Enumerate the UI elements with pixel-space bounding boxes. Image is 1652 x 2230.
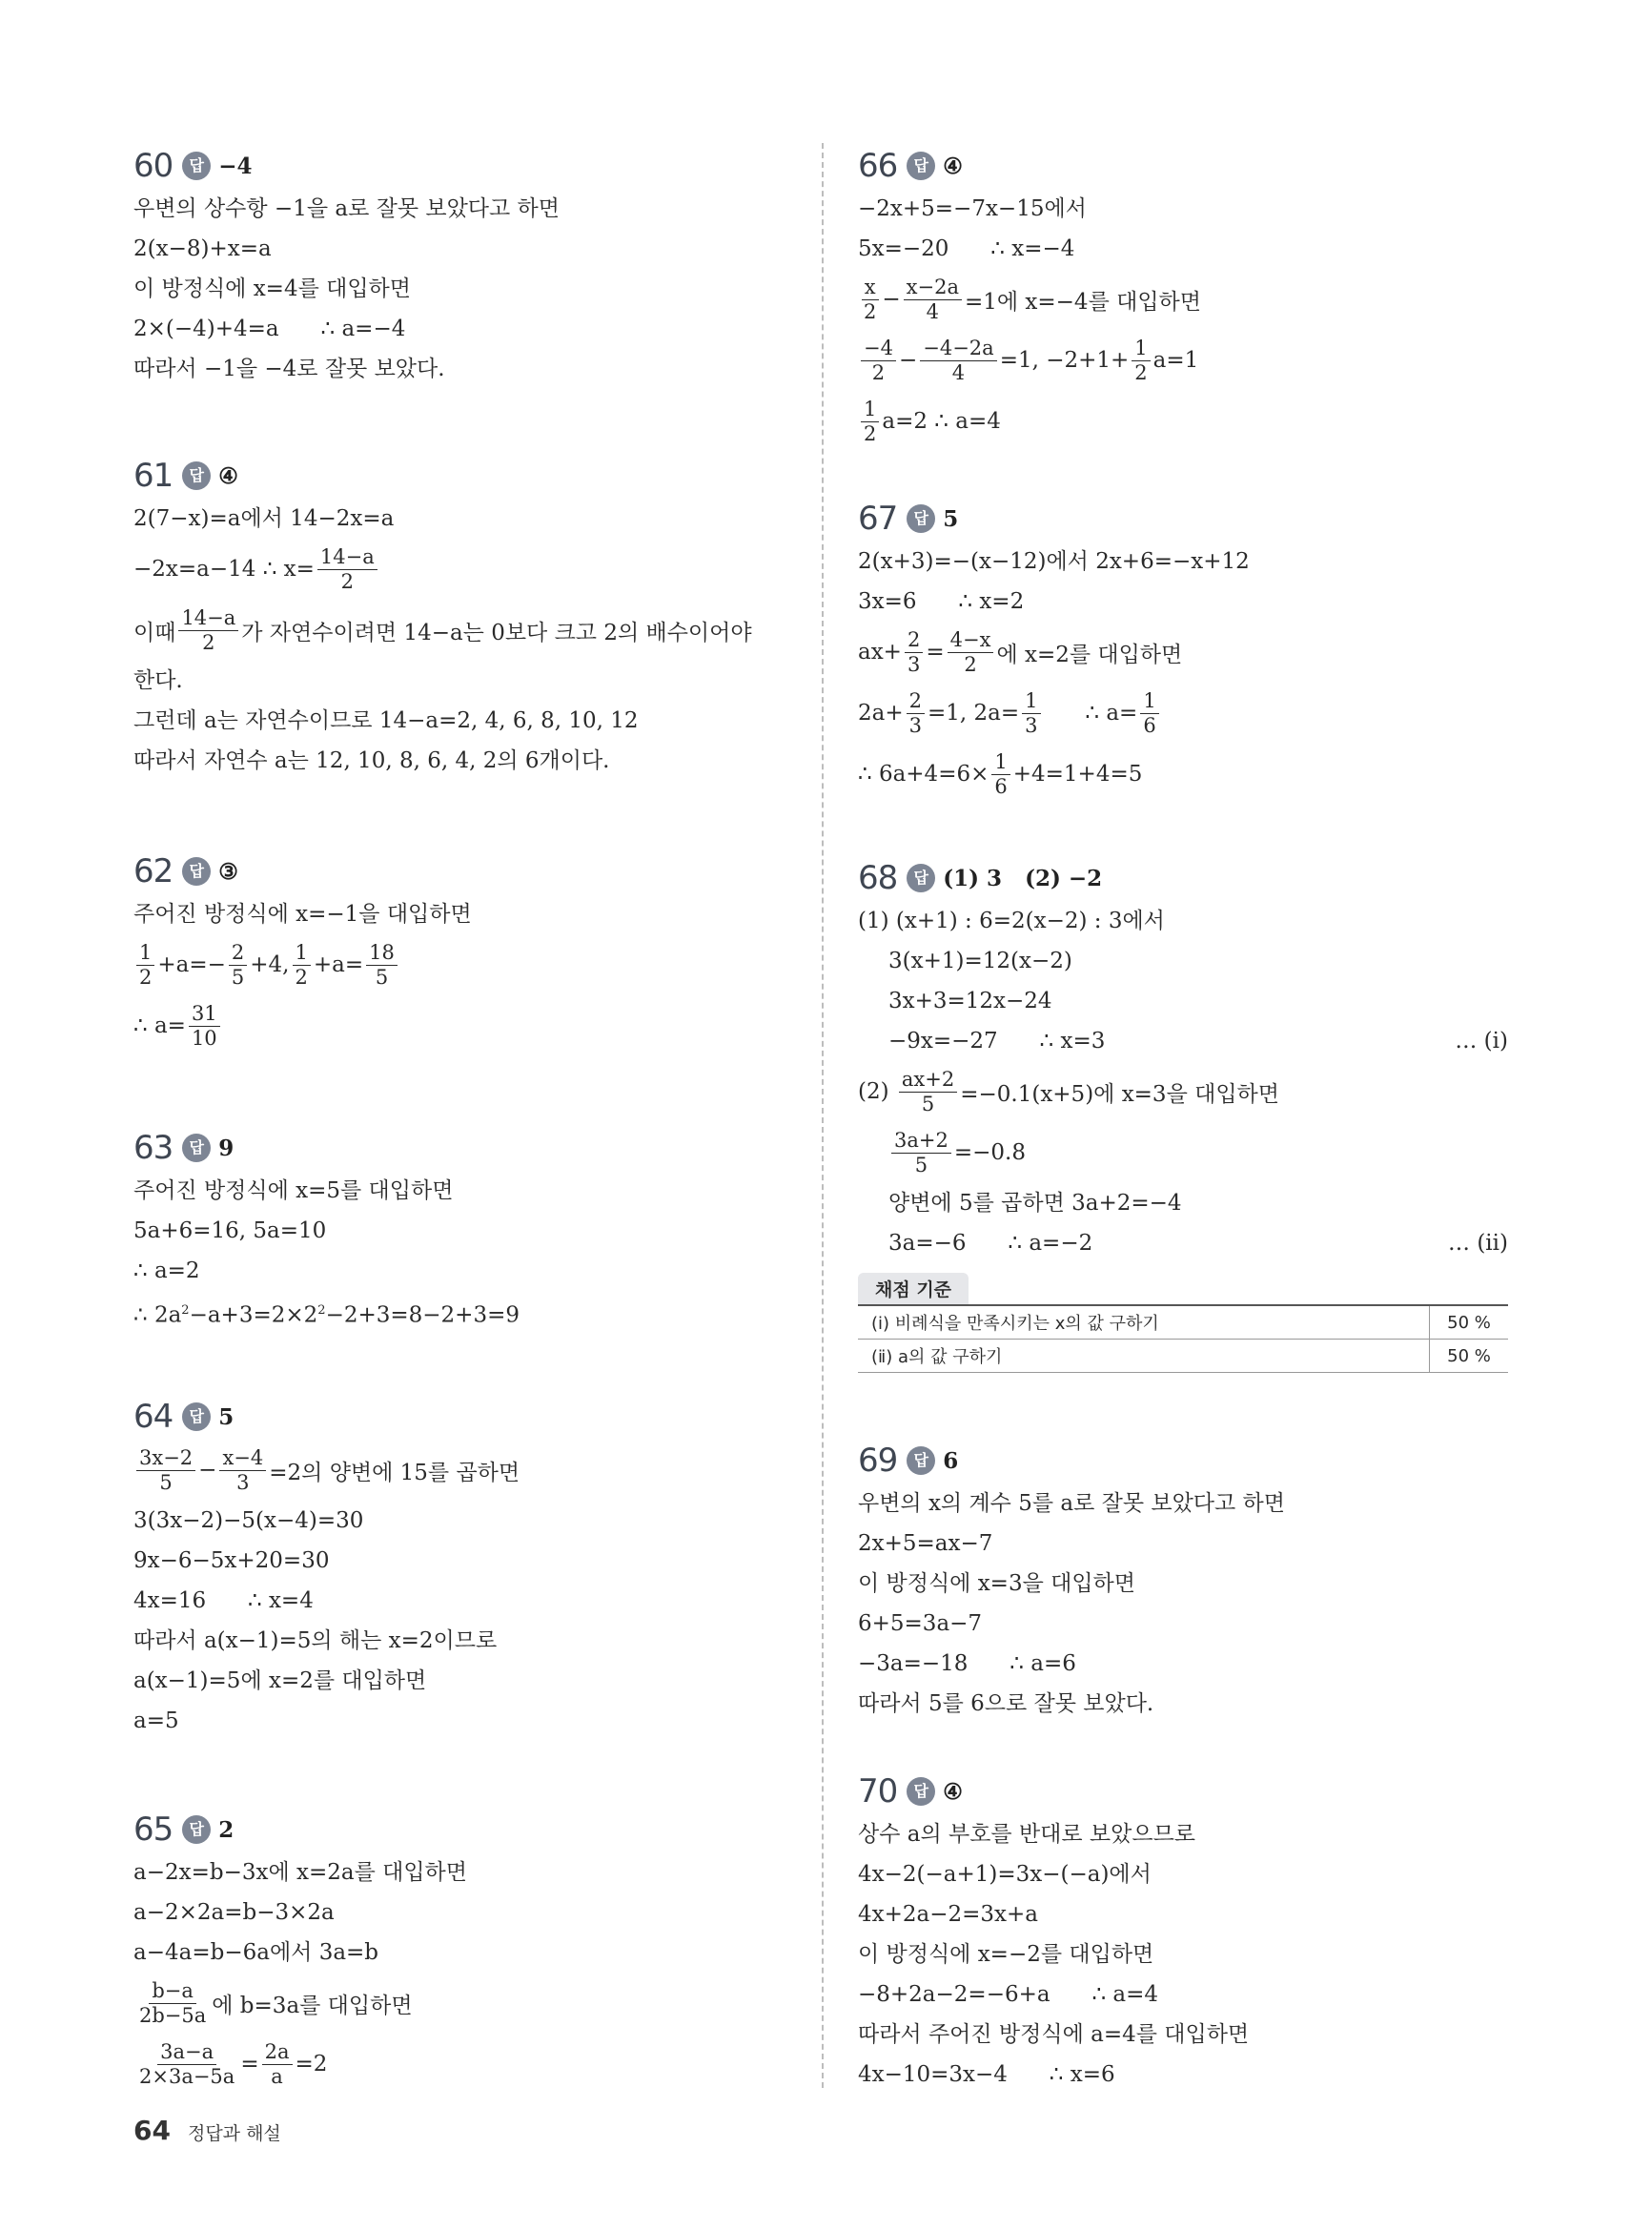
criterion: (ⅱ) a의 값 구하기	[858, 1340, 1430, 1373]
fraction: $\frac{ax+2}{5}$	[899, 1068, 957, 1116]
page-number: 64	[133, 2115, 171, 2146]
fraction: $\frac{1}{2}$	[1132, 337, 1150, 385]
solution-line: 양변에 5를 곱하면 3a+2=−4	[888, 1191, 1182, 1216]
fraction: $\frac{18}{5}$	[366, 941, 398, 990]
problem-number: 61	[133, 457, 173, 495]
solution-line: a−2×2a=b−3×2a	[133, 1900, 335, 1925]
solution-line: 우변의 상수항 −1을 a로 잘못 보았다고 하면	[133, 196, 560, 221]
problem-66	[858, 143, 1525, 452]
solution-line: 따라서 a(x−1)=5의 해는 x=2이므로	[133, 1628, 498, 1653]
solution-line: 2(7−x)=a에서 14−2x=a	[133, 506, 395, 531]
grading-criteria	[858, 1273, 1508, 1373]
fraction: $\frac{1}{2}$	[293, 941, 311, 990]
answer-badge: 답	[907, 152, 935, 180]
answer: −4	[218, 153, 253, 179]
solution-line: $\frac{3a+2}{5}$ =−0.8	[858, 1122, 1525, 1183]
solution-line: 2a+ $\frac{2}{3}$ =1, 2a= $\frac{1}{3}$ ∴ a= $\frac{1}{6}$	[858, 683, 1525, 744]
answer: ④	[943, 153, 963, 179]
answer-badge: 답	[182, 461, 211, 490]
solution-line: a−2x=b−3x에 x=2a를 대입하면	[133, 1860, 467, 1885]
answer: 2	[218, 1816, 235, 1843]
solution-line: 3a=−6 ∴ a=−2 … (ⅱ)	[858, 1223, 1508, 1263]
fraction: $\frac{3a-a}{2\times 3a-5a}$	[139, 2039, 235, 2088]
solution-line: 3x+3=12x−24	[888, 989, 1052, 1013]
criterion: (ⅰ) 비례식을 만족시키는 x의 값 구하기	[858, 1305, 1430, 1340]
solution-line: 따라서 주어진 방정식에 a=4를 대입하면	[858, 2022, 1250, 2047]
problem-67	[858, 496, 1525, 805]
fraction: $\frac{4-x}{2}$	[948, 628, 994, 677]
solution-line: $\frac{3x-2}{5}$ − $\frac{x-4}{3}$ =2의 양변에 15를 곱하면	[133, 1440, 801, 1501]
problem-61	[133, 453, 801, 781]
solution-line: (1) (x+1) : 6=2(x−2) : 3에서	[858, 909, 1165, 933]
table-row	[858, 1340, 1508, 1373]
grading-table	[858, 1304, 1508, 1373]
fraction: $\frac{1}{2}$	[136, 941, 154, 990]
solution-line: $\frac{-4}{2}$ − $\frac{-4-2a}{4}$ =1, −2+1+ $\frac{1}{2}$ a=1	[858, 330, 1525, 391]
solution-line: ∴ $2a^2-a+3=2\times 2^2-2+3=8-2+3=9$	[133, 1302, 520, 1328]
solution-line: 4x−10=3x−4 ∴ x=6	[858, 2062, 1115, 2087]
solution-line: $\frac{1}{2}$ +a=− $\frac{2}{5}$ +4, $\frac{1}{2}$ +a= $\frac{18}{5}$	[133, 934, 801, 995]
problem-number: 65	[133, 1811, 173, 1849]
solution-line: 따라서 자연수 a는 12, 10, 8, 6, 4, 2의 6개이다.	[133, 748, 610, 773]
solution-line: 따라서 5를 6으로 잘못 보았다.	[858, 1691, 1154, 1716]
fraction: $\frac{3a+2}{5}$	[891, 1129, 951, 1177]
problem-65	[133, 1807, 801, 2095]
answer-badge: 답	[907, 1777, 935, 1806]
solution-line: −2x+5=−7x−15에서	[858, 196, 1087, 221]
solution-line: ∴ 6a+4=6× $\frac{1}{6}$ +4=1+4=5	[858, 749, 1143, 798]
solution-line: 이때 $\frac{14-a}{2}$ 가 자연수이려면 14−a는 0보다 크고 2의 배수이어야	[133, 605, 752, 654]
solution-line: 3(3x−2)−5(x−4)=30	[133, 1508, 364, 1533]
fraction: $\frac{x-4}{3}$	[219, 1446, 266, 1495]
problem-number: 66	[858, 147, 898, 185]
solution-line: 우변의 x의 계수 5를 a로 잘못 보았다고 하면	[858, 1491, 1285, 1516]
answer-badge: 답	[907, 504, 935, 533]
percent: 50 %	[1430, 1305, 1509, 1340]
fraction: $\frac{1}{3}$	[1022, 689, 1040, 738]
problem-62	[133, 849, 801, 1056]
fraction: $\frac{2}{3}$	[905, 628, 923, 677]
step-tag: … (ⅱ)	[1448, 1231, 1508, 1256]
solution-line: 그런데 a는 자연수이므로 14−a=2, 4, 6, 8, 10, 12	[133, 708, 639, 733]
percent: 50 %	[1430, 1340, 1509, 1373]
answer-badge: 답	[182, 1815, 211, 1844]
answer: 9	[218, 1135, 235, 1161]
problem-number: 69	[858, 1442, 898, 1480]
problem-70	[858, 1769, 1525, 2095]
solution-line: a=5	[133, 1708, 179, 1733]
problem-68	[858, 855, 1525, 1373]
fraction: $\frac{2}{3}$	[907, 689, 925, 738]
solution-line: 3(x+1)=12(x−2)	[888, 949, 1072, 973]
solution-line: 따라서 −1을 −4로 잘못 보았다.	[133, 357, 445, 381]
solution-line: ax+ $\frac{2}{3}$ = $\frac{4-x}{2}$ 에 x=2를 대입하면	[858, 627, 1183, 676]
page-footer	[133, 2115, 281, 2146]
solution-line: 9x−6−5x+20=30	[133, 1548, 330, 1573]
problem-number: 68	[858, 859, 898, 897]
answer-badge: 답	[182, 1402, 211, 1431]
solution-line: −3a=−18 ∴ a=6	[858, 1651, 1076, 1676]
solution-line: 3x=6 ∴ x=2	[858, 589, 1025, 614]
answer-badge: 답	[182, 1134, 211, 1162]
problem-69	[858, 1438, 1525, 1724]
solution-line: ∴ a=2	[133, 1258, 200, 1283]
answer: ④	[943, 1778, 963, 1805]
fraction: $\frac{1}{2}$	[861, 398, 879, 446]
answer: (1) 3 (2) −2	[943, 865, 1103, 891]
fraction: $\frac{-4}{2}$	[861, 337, 896, 385]
fraction: $\frac{14-a}{2}$	[317, 545, 377, 594]
problem-60	[133, 143, 801, 389]
solution-line: 5x=−20 ∴ x=−4	[858, 236, 1075, 261]
answer: 5	[218, 1403, 235, 1430]
solution-line: −8+2a−2=−6+a ∴ a=4	[858, 1982, 1159, 2007]
solution-line: a−4a=b−6a에서 3a=b	[133, 1940, 379, 1965]
problem-number: 67	[858, 500, 898, 538]
solution-line: −9x=−27 ∴ x=3 … (ⅰ)	[858, 1021, 1508, 1061]
problem-number: 63	[133, 1129, 173, 1167]
problem-number: 70	[858, 1772, 898, 1811]
solution-line: 주어진 방정식에 x=−1을 대입하면	[133, 902, 472, 927]
answer-badge: 답	[182, 857, 211, 886]
problem-number: 64	[133, 1398, 173, 1436]
solution-line: 2(x−8)+x=a	[133, 236, 272, 261]
solution-line: 4x−2(−a+1)=3x−(−a)에서	[858, 1862, 1152, 1887]
solution-line: $\frac{3a-a}{2\times 3a-5a}$ = $\frac{2a}{a}$ =2	[133, 2034, 801, 2095]
solution-line: $\frac{b-a}{2b-5a}$ 에 b=3a를 대입하면	[133, 1973, 801, 2034]
answer-badge: 답	[907, 1446, 935, 1475]
solution-line: 한다.	[133, 668, 183, 693]
solution-line: 5a+6=16, 5a=10	[133, 1218, 327, 1243]
solution-line: $\frac{1}{2}$ a=2 ∴ a=4	[858, 391, 1525, 452]
fraction: $\frac{3x-2}{5}$	[136, 1446, 195, 1495]
answer: 5	[943, 505, 959, 532]
solution-line: ∴ a= $\frac{31}{10}$	[133, 995, 801, 1056]
fraction: $\frac{b-a}{2b-5a}$	[139, 1978, 207, 2027]
problem-64	[133, 1394, 801, 1741]
fraction: $\frac{-4-2a}{4}$	[920, 337, 996, 385]
fraction: $\frac{14-a}{2}$	[178, 606, 238, 655]
solution-line: $\frac{x}{2}$ − $\frac{x-2a}{4}$ =1에 x=−4를 대입하면	[858, 269, 1525, 330]
problem-number: 62	[133, 852, 173, 890]
solution-line: 2×(−4)+4=a ∴ a=−4	[133, 317, 406, 341]
fraction: $\frac{1}{6}$	[991, 750, 1010, 799]
table-row	[858, 1305, 1508, 1340]
fraction: $\frac{2a}{a}$	[262, 2040, 293, 2089]
solution-line: 상수 a의 부호를 반대로 보았으므로	[858, 1822, 1196, 1847]
solution-line: (2) $\frac{ax+2}{5}$ =−0.1(x+5)에 x=3을 대입하면	[858, 1067, 1279, 1115]
problem-number: 60	[133, 147, 173, 185]
solution-line: −2x=a−14 ∴ x= $\frac{14-a}{2}$	[133, 539, 801, 600]
solution-line: 6+5=3a−7	[858, 1611, 983, 1636]
solution-line: 이 방정식에 x=3을 대입하면	[858, 1571, 1135, 1596]
problem-63	[133, 1125, 801, 1331]
solution-line: a(x−1)=5에 x=2를 대입하면	[133, 1668, 427, 1693]
solution-line: 4x+2a−2=3x+a	[858, 1902, 1038, 1927]
answer: ④	[218, 462, 238, 489]
fraction: $\frac{x-2a}{4}$	[904, 276, 962, 324]
solution-line: 주어진 방정식에 x=5를 대입하면	[133, 1178, 454, 1203]
solution-line: 2x+5=ax−7	[858, 1531, 993, 1556]
answer: ③	[218, 858, 238, 885]
solution-line: 2(x+3)=−(x−12)에서 2x+6=−x+12	[858, 549, 1250, 574]
solution-line: 이 방정식에 x=−2를 대입하면	[858, 1942, 1154, 1967]
fraction: $\frac{x}{2}$	[861, 276, 879, 324]
answer-badge: 답	[182, 152, 211, 180]
column-divider	[822, 143, 824, 2088]
fraction: $\frac{1}{6}$	[1140, 689, 1158, 738]
solution-line: 이 방정식에 x=4를 대입하면	[133, 276, 411, 301]
grading-title: 채점 기준	[858, 1273, 969, 1304]
answer: 6	[943, 1447, 959, 1474]
fraction: $\frac{31}{10}$	[189, 1002, 220, 1051]
fraction: $\frac{2}{5}$	[229, 941, 247, 990]
solution-line: 4x=16 ∴ x=4	[133, 1588, 314, 1613]
footer-title: 정답과 해설	[187, 2123, 281, 2144]
answer-badge: 답	[907, 864, 935, 892]
step-tag: … (ⅰ)	[1455, 1029, 1508, 1054]
